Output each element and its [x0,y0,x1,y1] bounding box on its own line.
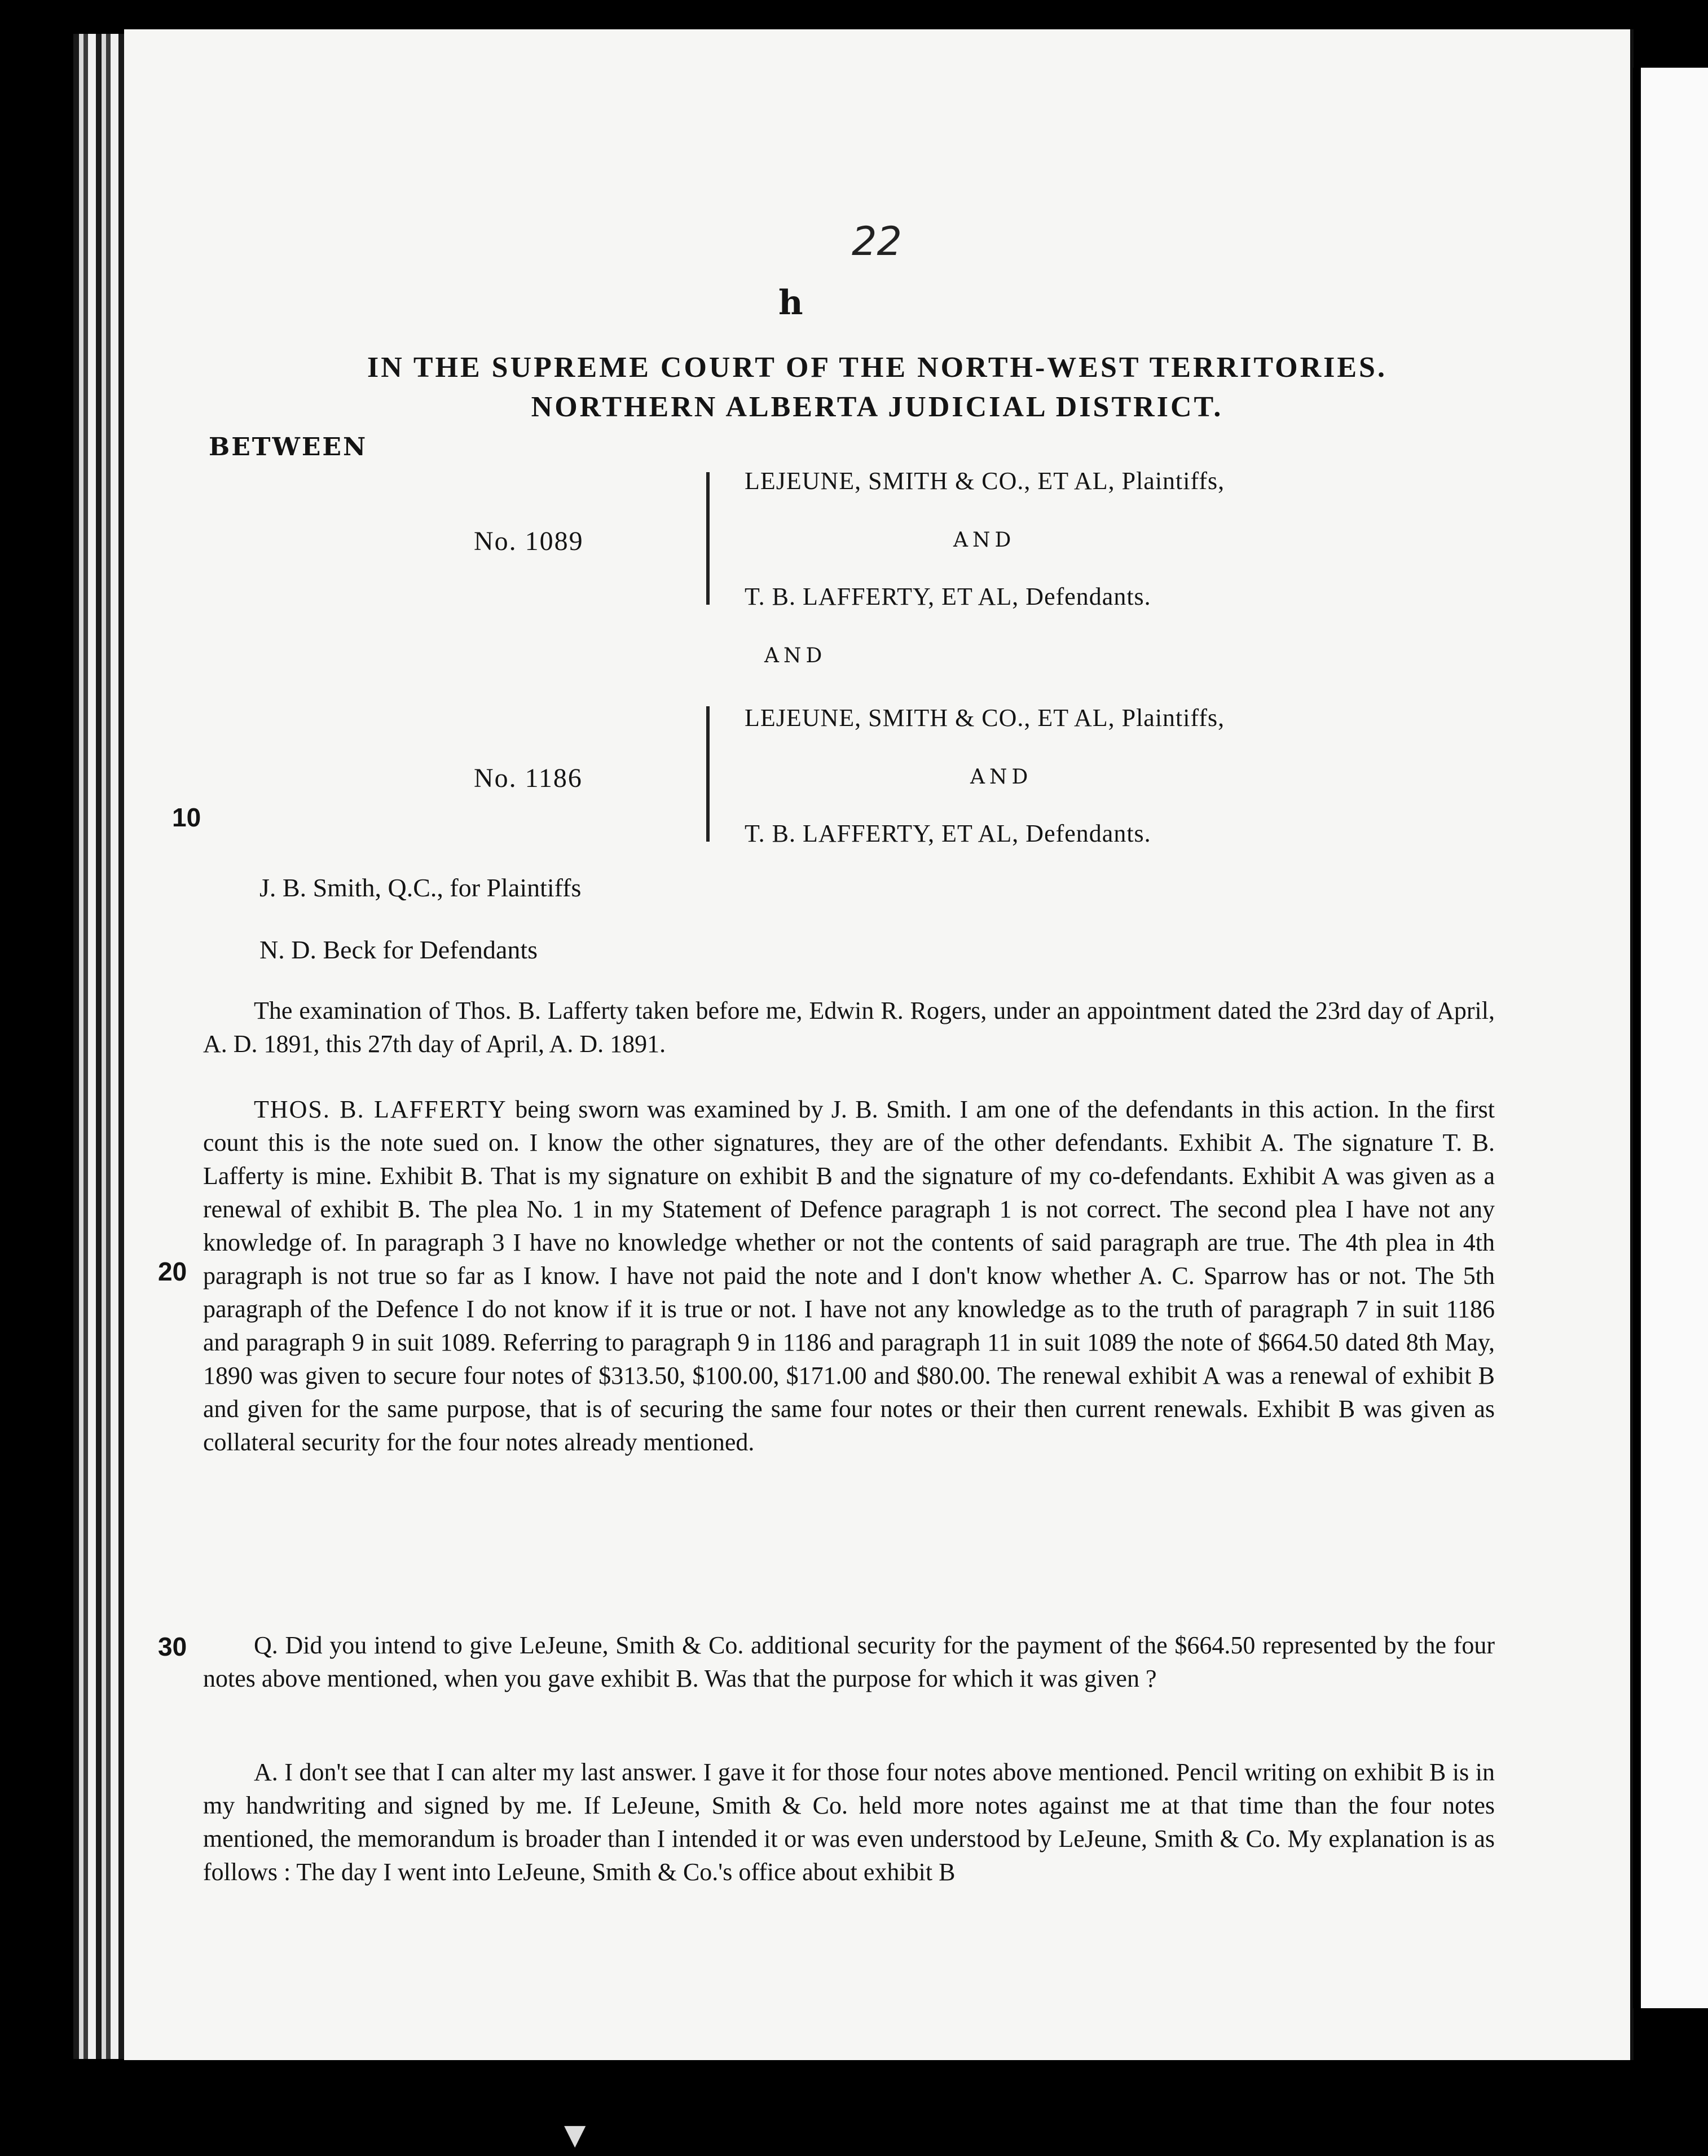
suit-1089-plaintiffs: LEJEUNE, SMITH & CO., ET AL, Plaintiffs, [745,467,1225,495]
answer-paragraph: A. I don't see that I can alter my last answer. I gave it for those four notes above mentioned. Pencil writing on exhibit B is in my handwriting and signed by me. If LeJeune, Smith & Co. held more notes against me at that time than the four notes mentioned, the memorandum is broader than I intended it or was even understood by LeJeune, Smith & Co. My explanation is as follows : The day I went into LeJeune, Smith & Co.'s office about exhibit B [203,1758,1495,1886]
suit-number-1089: No. 1089 [474,526,584,556]
witness-name: THOS. B. LAFFERTY [254,1095,507,1123]
intro-paragraph: The examination of Thos. B. Lafferty taken before me, Edwin R. Rogers, under an appointment dated the 23rd day of April, A. D. 1891, this 27th day of April, A. D. 1891. [203,997,1495,1058]
suit-1186-plaintiffs: LEJEUNE, SMITH & CO., ET AL, Plaintiffs, [745,704,1225,732]
between-label: BETWEEN [209,433,368,461]
suit-1186-and: AND [970,765,1033,789]
suit-1089-defendants: T. B. LAFFERTY, ET AL, Defendants. [745,583,1151,610]
line-number-20: 20 [158,1257,187,1286]
line-number-10: 10 [172,803,201,832]
brace-bottom-1089 [706,543,710,605]
district-title: NORTHERN ALBERTA JUDICIAL DISTRICT. [531,391,1223,423]
counsel-defendants: N. D. Beck for Defendants [259,935,538,964]
court-title: IN THE SUPREME COURT OF THE NORTH-WEST TERRITORIES. [367,351,1387,384]
brace-bottom-1186 [706,780,710,842]
between-suits-and: AND [764,644,827,667]
suit-1089-and: AND [953,529,1016,552]
counsel-plaintiffs: J. B. Smith, Q.C., for Plaintiffs [259,873,582,902]
suit-1186-defendants: T. B. LAFFERTY, ET AL, Defendants. [745,820,1151,847]
line-number-30: 30 [158,1632,187,1661]
page-folio: 22 [852,218,903,265]
testimony-paragraph: THOS. B. LAFFERTY being sworn was examined by J. B. Smith. I am one of the defendants in this action. In the first count this is the note sued on. I know the other signatures, they are of the other defendants. Exhibit A. The signature T. B. Lafferty is mine. Exhibit B. That is my signature on exhibit B and the signature of my co-defendants. Exhibit A was given as a renewal of exhibit B. The plea No. 1 in my Statement of Defence paragraph 1 is not correct. The second plea I have not any knowledge of. In paragraph 3 I have no knowledge whether or not the contents of said paragraph are true. The 4th plea in 4th paragraph is not true so far as I know. I have not paid the note and I don't know whether A. C. Sparrow has or not. The 5th paragraph of the Defence I do not know if it is true or not. I have not any knowledge as to the truth of paragraph 7 in suit 1186 and paragraph 9 in suit 1089. Referring to paragraph 9 in 1186 and paragraph 11 in suit 1089 the note of $664.50 dated 8th May, 1890 was given to secure four notes of $313.50, $100.00, $171.00 and $80.00. The renewal exhibit A was a renewal of exhibit B and given for the same purpose, that is of securing the same four notes or their then current renewals. Exhibit B was given as collateral security for the four notes already mentioned. [203,1095,1495,1456]
brace-top-1186 [706,706,710,788]
bottom-binding-mark: ▼ [564,2118,586,2151]
brace-top-1089 [706,472,710,554]
suit-number-1186: No. 1186 [474,763,583,793]
corner-mark: h [778,283,803,323]
facing-page-edge [1633,68,1708,2008]
document-page [124,29,1634,2060]
question-paragraph: Q. Did you intend to give LeJeune, Smith & Co. additional security for the payment of the $664.50 represented by the four notes above mentioned, when you gave exhibit B. Was that the purpose for which it was given ? [203,1631,1495,1692]
